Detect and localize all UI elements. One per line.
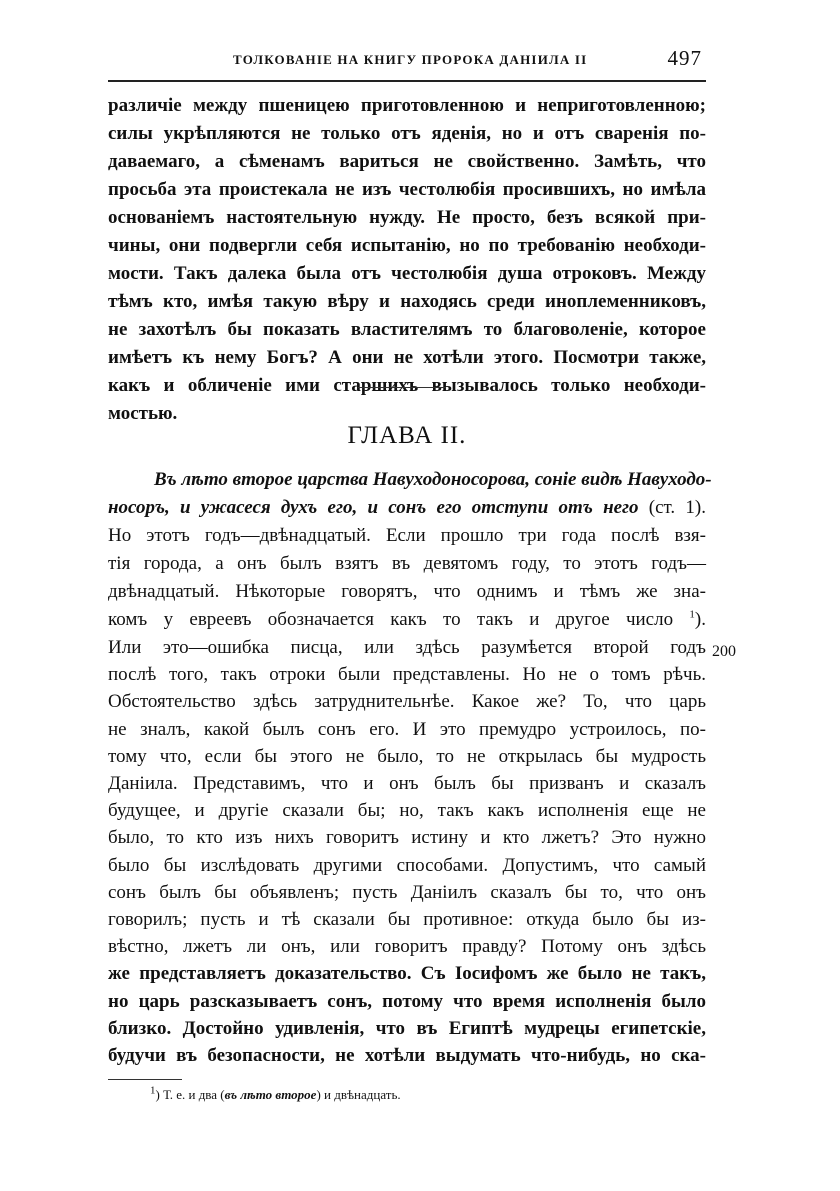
verse-quote: носоръ, и ужасеся духъ его, и сонъ его отступи отъ него bbox=[108, 497, 639, 518]
text-line: тому что, если бы этого не было, то не открылась бы мудрость bbox=[108, 745, 706, 767]
text-line: было бы изслѣдовать другими способами. Допустимъ, что самый bbox=[108, 854, 706, 876]
margin-number: 200 bbox=[712, 643, 736, 660]
text-line: же представляетъ доказательство. Съ Іосифомъ же было не такъ, bbox=[108, 963, 706, 985]
text-line: тѣмъ кто, имѣя такую вѣру и находясь среди иноплеменниковъ, bbox=[108, 291, 706, 312]
text-line: основаніемъ настоятельную нужду. Не просто, безъ всякой при- bbox=[108, 207, 706, 228]
verse-quote: Въ лѣто второе царства Навуходоносорова, соніе видѣ Навуходо- bbox=[154, 469, 712, 490]
section-divider bbox=[358, 387, 446, 388]
text-line: послѣ того, такъ отроки были представлены. Но не о томъ рѣчь. bbox=[108, 664, 706, 686]
text-line: Но этотъ годъ—двѣнадцатый. Если прошло три года послѣ взя- bbox=[108, 525, 706, 546]
verse-line bbox=[108, 466, 712, 494]
text-line: тія города, а онъ былъ взятъ въ девятомъ году, то этотъ годъ— bbox=[108, 553, 706, 574]
running-header bbox=[108, 44, 706, 82]
text-line: сонъ былъ бы объявленъ; пусть Даніилъ сказалъ бы то, что онъ bbox=[108, 881, 706, 903]
note-line-text: комъ у евреевъ обозначается какъ то такъ и другое число bbox=[108, 609, 674, 630]
page-number: 497 bbox=[667, 46, 702, 70]
footnote bbox=[150, 1085, 401, 1105]
text-line: вѣстно, лжетъ ли онъ, или говоритъ правду? Потому онъ здѣсь bbox=[108, 936, 706, 958]
text-line: не зналъ, какой былъ сонъ его. И это премудро устроилось, по- bbox=[108, 718, 706, 740]
footnote-italic: въ лѣто второе bbox=[224, 1087, 317, 1102]
text-line: Даніила. Представимъ, что и онъ былъ бы призванъ и сказалъ bbox=[108, 773, 706, 794]
verse-reference: (ст. 1). bbox=[638, 497, 706, 518]
text-line: имѣетъ къ нему Богъ? А они не хотѣли этого. Посмотри также, bbox=[108, 347, 706, 368]
text-line: близко. Достойно удивленія, что въ Египтѣ мудрецы египетскіе, bbox=[108, 1017, 706, 1039]
text-line: двѣнадцатый. Нѣкоторые говорятъ, что однимъ и тѣмъ же зна- bbox=[108, 581, 706, 602]
text-line: было, то кто изъ нихъ говоритъ истину и кто лжетъ? Это нужно bbox=[108, 827, 706, 849]
footnote-reference[interactable]: 1 bbox=[689, 608, 695, 621]
footnote-text-after: ) и двѣнадцать. bbox=[316, 1087, 401, 1102]
text-line: будущее, и другіе сказали бы; но, такъ какъ исполненія еще не bbox=[108, 800, 706, 822]
text-line: Или это—ошибка писца, или здѣсь разумѣется второй годъ bbox=[108, 637, 706, 658]
text-line: мостью. bbox=[108, 403, 178, 424]
footnote-marker: 1 bbox=[150, 1084, 156, 1097]
text-line: просьба эта проистекала не изъ честолюбія просившихъ, но имѣла bbox=[108, 179, 706, 200]
footnote-rule bbox=[108, 1079, 182, 1080]
chapter-title: ГЛАВА II. bbox=[347, 422, 467, 449]
text-line: даваемаго, а сѣменамъ вариться не свойственно. Замѣть, что bbox=[108, 151, 706, 172]
text-line: не захотѣлъ бы показать властителямъ то благоволеніе, которое bbox=[108, 319, 706, 340]
running-title: ТОЛКОВАНІЕ НА КНИГУ ПРОРОКА ДАНІИЛА II bbox=[233, 52, 588, 67]
text-line: чины, они подвергли себя испытанію, но по требованію необходи- bbox=[108, 235, 706, 256]
note-line-end: ). bbox=[694, 609, 706, 630]
text-line: какъ и обличеніе ими старшихъ вызывалось только необходи- bbox=[108, 375, 706, 396]
text-line: мости. Такъ далека была отъ честолюбія душа отроковъ. Между bbox=[108, 263, 706, 284]
text-line bbox=[108, 606, 706, 634]
text-line: но царь разсказываетъ сонъ, потому что время исполненія было bbox=[108, 990, 706, 1012]
text-line: силы укрѣпляются не только отъ яденія, но и отъ сваренія по- bbox=[108, 123, 706, 144]
text-line: Обстоятельство здѣсь затруднительнѣе. Какое же? То, что царь bbox=[108, 691, 706, 713]
text-line: говорилъ; пусть и тѣ сказали бы противное: откуда было бы из- bbox=[108, 909, 706, 930]
text-line: различіе между пшеницею приготовленною и неприготовленною; bbox=[108, 95, 706, 116]
text-line: будучи въ безопасности, не хотѣли выдумать что-нибудь, но ска- bbox=[108, 1045, 706, 1066]
footnote-text-before: ) Т. е. и два ( bbox=[155, 1087, 225, 1102]
verse-line bbox=[108, 494, 706, 522]
